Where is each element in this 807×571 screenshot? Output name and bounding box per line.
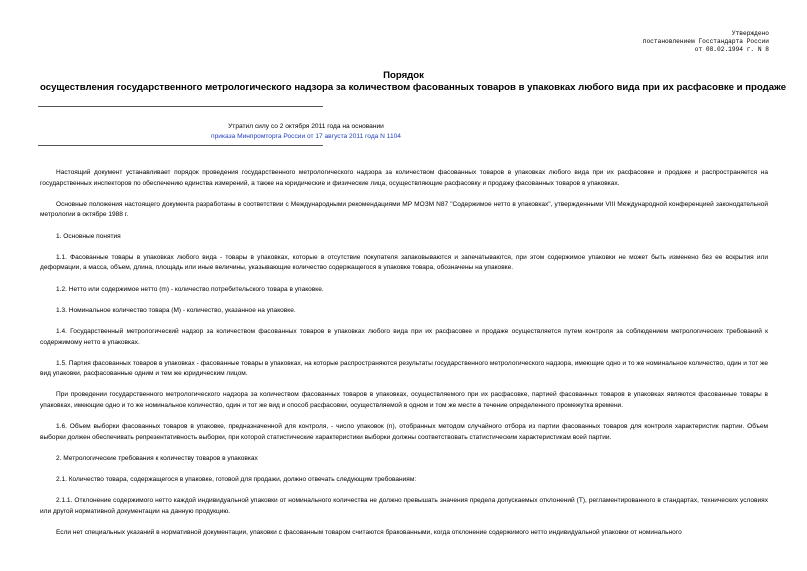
document-title <box>40 70 787 94</box>
paragraph: 1.6. Объем выборки фасованных товаров в упаковке, предназначенной для контроля, - число упаковок (n), отобранных методом случайного отбора из партии фасованных товаров для контроля характеристик партии. Объем выборки должен обеспечивать репрезентативность выборки, при которой статистические характеристики выборки должны соответствовать статистическим характеристикам всей партии. <box>40 423 768 441</box>
lapse-notice <box>40 122 572 142</box>
divider-top <box>38 106 323 107</box>
paragraph: 1.5. Партия фасованных товаров в упаковках - фасованные товары в упаковках, на которые распространяются результаты государственного метрологического надзора, имеющие одно и то же номинальное количество, один и тот же вид упаковки, расфасованные одним и тем же юридическим лицом. <box>40 359 768 378</box>
paragraph: 2.1.1. Отклонение содержимого нетто каждой индивидуальной упаковки от номинального количества не должно превышать значения предела допускаемых отклонений (T), регламентированного в стандартах, технических условиях или другой нормативной документации на данную продукцию. <box>40 497 768 515</box>
document-body <box>40 168 768 539</box>
paragraph: 1.3. Номинальное количество товара (M) - количество, указанное на упаковке. <box>56 306 296 314</box>
divider-bottom <box>38 145 323 146</box>
section-heading: 2. Метрологические требования к количеству товаров в упаковках <box>56 455 258 463</box>
paragraph: Настоящий документ устанавливает порядок проведения государственного метрологического надзора за количеством фасованных товаров в упаковках любого вида при их расфасовке и продаже и распространяется на государственных инспекторов по обеспечению единства измерений, а также на юридические и физические лица, осуществляющие расфасовку и продажу фасованных товаров в упаковках. <box>40 169 768 187</box>
title-line-1: Порядок <box>383 70 424 81</box>
title-line-2: осуществления государственного метрологического надзора за количеством фасованных товаров в упаковках любого вида при их расфасовке и продаже <box>40 82 787 93</box>
approval-line-2: постановлением Госстандарта России <box>642 38 769 46</box>
paragraph: 1.4. Государственный метрологический надзор за количеством фасованных товаров в упаковках любого вида при их расфасовке и продаже осуществляется путем контроля за соблюдением метрологических требований к содержимому нетто в упаковках. <box>40 327 768 346</box>
approval-line-1: Утверждено <box>731 30 769 37</box>
paragraph: Основные положения настоящего документа разработаны в соответствии с Международными рекомендациями МР МОЗМ N87 "Содержимое нетто в упаковках", утвержденными VIII Международной конференцией законодательной метрологии в октябре 1988 г. <box>40 200 768 219</box>
paragraph: 1.1. Фасованные товары в упаковках любого вида - товары в упаковках, которые в отсутствие покупателя запаковываются и запечатываются, при этом содержимое упаковки не может быть изменено без ее вскрытия или деформации, а масса, объем, длина, площадь или иные величины, указывающие количество содержащегося в упаковке товара, обозначены на упаковке. <box>40 253 768 272</box>
paragraph: 1.2. Нетто или содержимое нетто (m) - количество потребительского товара в упаковке. <box>56 285 324 293</box>
lapse-order-link[interactable]: приказа Минпромторга России от 17 августа 2011 года N 1104 <box>211 133 401 140</box>
lapse-text: Утратил силу со 2 октября 2011 года на основании <box>228 123 384 130</box>
paragraph: 2.1. Количество товара, содержащегося в упаковке, готовой для продажи, должно отвечать следующим требованиям: <box>56 476 417 484</box>
approval-stamp <box>529 30 769 55</box>
approval-line-3: от 08.02.1994 г. N 8 <box>694 46 769 54</box>
section-heading: 1. Основные понятия <box>56 232 121 240</box>
paragraph: При проведении государственного метрологического надзора за количеством фасованных товаров в упаковках, осуществляемого при их расфасовке, партией фасованных товаров в упаковках являются фасованные товары в упаковках, имеющие одно и то же номинальное количество, один и тот же вид и способ расфасовки, осуществляемой в одном и том же месте в течение определенного промежутка времени. <box>40 391 768 410</box>
paragraph: Если нет специальных указаний в нормативной документации, упаковки с фасованным товаром считаются бракованными, когда отклонение содержимого нетто индивидуальной упаковки от номинального <box>56 529 682 537</box>
